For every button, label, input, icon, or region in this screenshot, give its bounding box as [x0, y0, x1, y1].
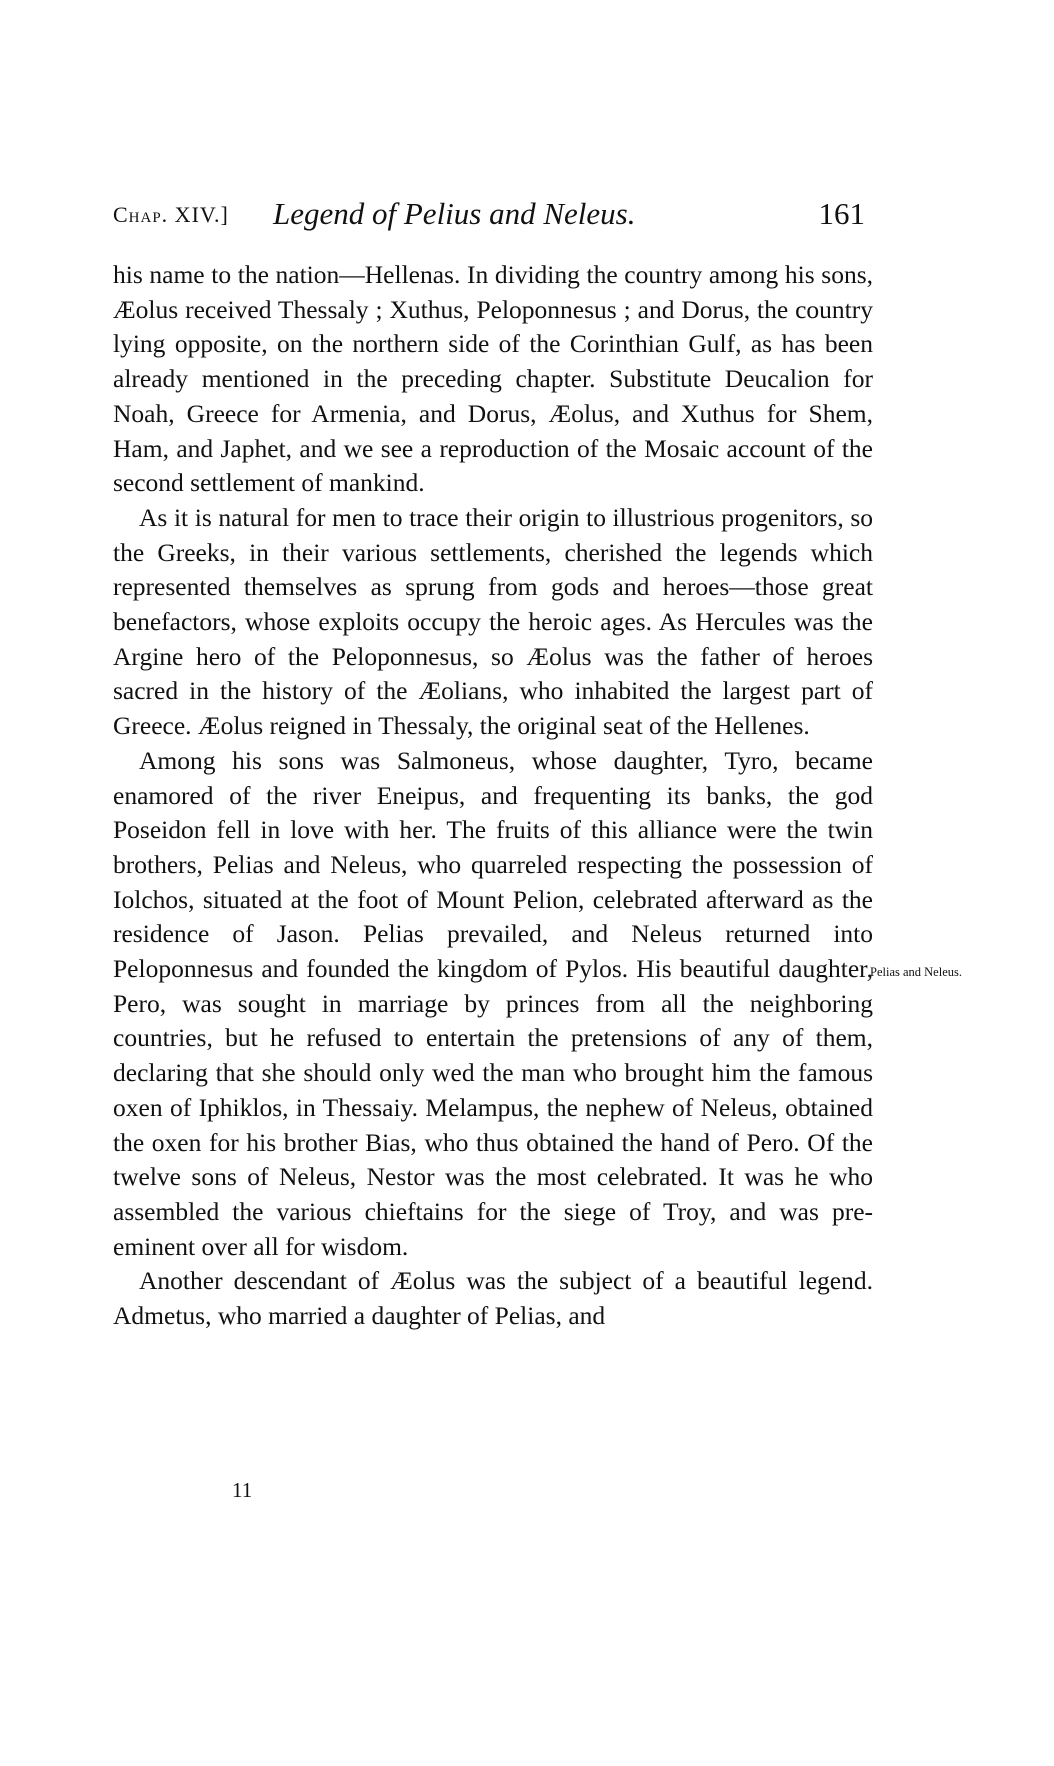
body-text — [113, 258, 873, 1334]
paragraph-1: his name to the nation—Hellenas. In dividing the country among his sons, Æolus received Thessaly ; Xuthus, Peloponnesus ; and Dorus, the country lying opposite, on the northern side of the Corinthian Gulf, as has been already mentioned in the preceding chapter. Substitute Deucalion for Noah, Greece for Armenia, and Dorus, Æolus, and Xuthus for Shem, Ham, and Japhet, and we see a reproduction of the Mosaic account of the second settlement of mankind. — [113, 260, 873, 498]
paragraph-2: As it is natural for men to trace their origin to illustrious progenitors, so the Greeks, in their various settlements, cherished the legends which represented themselves as sprung from gods and heroes—those great benefactors, whose exploits occupy the heroic ages. As Hercules was the Argine hero of the Peloponnesus, so Æolus was the father of heroes sacred in the history of the Æolians, who inhabited the largest part of Greece. Æolus reigned in Thessaly, the original seat of the Hellenes. — [113, 502, 873, 741]
paragraph-4: Another descendant of Æolus was the subject of a beautiful legend. Admetus, who married a daughter of Pelias, and — [113, 1266, 873, 1331]
running-header — [113, 196, 873, 240]
page-number: 161 — [818, 196, 865, 231]
signature-mark: 11 — [232, 1478, 253, 1502]
chapter-label: Chap. XIV.] — [113, 202, 229, 227]
paragraph-3: Among his sons was Salmoneus, whose daughter, Tyro, became enamored of the river Eneipus, and frequenting its banks, the god Poseidon fell in love with her. The fruits of this alliance were the twin brothers, Pelias and Neleus, who quarreled respecting the possession of Iolchos, situated at the foot of Mount Pelion, celebrated afterward as the residence of Jason. Pelias prevailed, and Neleus returned into Peloponnesus and founded the kingdom of Pylos. His beautiful daughter, Pero, was sought in marriage by princes from all the neighboring countries, but he refused to entertain the pretensions of any of them, declaring that she should only wed the man who brought him the famous oxen of Iphiklos, in Thessaiy. Melampus, the nephew of Neleus, obtained the oxen for his brother Bias, who thus obtained the hand of Pero. Of the twelve sons of Neleus, Nestor was the most celebrated. It was he who assembled the various chieftains for the siege of Troy, and was pre-eminent over all for wisdom. — [113, 745, 873, 1261]
running-title: Legend of Pelius and Neleus. — [273, 196, 636, 231]
marginal-note: Pelias and Neleus. — [870, 965, 962, 979]
